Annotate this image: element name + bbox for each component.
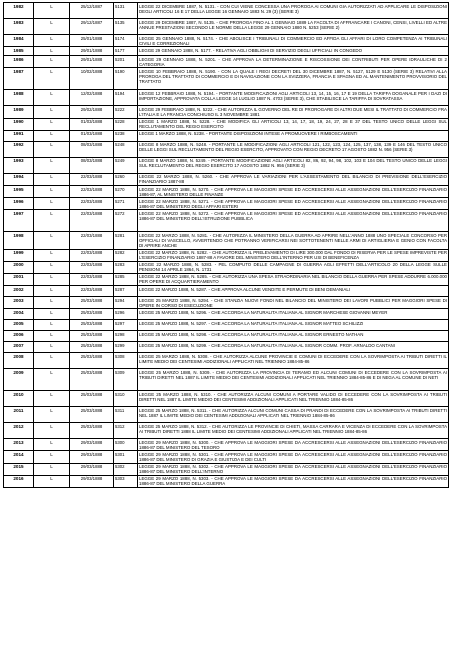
act-type: L [34,261,70,273]
act-reference: 5282 [114,249,138,261]
table-row [4,369,449,391]
act-date: 22/03/1888 [70,249,114,261]
act-reference: 5294 [114,297,138,309]
act-reference: 5303 [114,475,138,487]
act-date: 25/03/1888 [70,331,114,342]
act-type: L [34,286,70,297]
act-date: 29/03/1888 [70,475,114,487]
table-row [4,407,449,423]
act-date: 22/03/1888 [70,286,114,297]
table-row [4,157,449,173]
act-type: L [34,391,70,407]
act-date: 29/12/1887 [70,19,114,35]
act-reference: 5271 [114,198,138,210]
act-reference: 5131 [114,3,138,19]
entry-number: 2004 [4,309,34,320]
act-description: LEGGE 25 MARZO 1888, N. 5298. - CHE ACCORDA LA NATURALITA ITALIANA AL SIGNOR ERNESTO NATHAN [138,331,449,342]
act-date: 01/03/1888 [70,118,114,130]
table-row [4,35,449,47]
act-reference: 5260 [114,173,138,185]
act-date: 25/03/1888 [70,320,114,331]
act-description: LEGGE 25 MARZO 1888, N. 5294. - CHE STANZIA NUOVI FONDI NEL BILANCIO DEL MINISTERO DEI LAVORI PUBBLICI PER MAGGIORI SPESE DI OPERE IN CORSO DI ESECUZIONE [139,297,447,308]
entry-number: 1999 [4,249,34,261]
act-date: 01/03/1888 [70,130,114,141]
act-date: 25/03/1888 [70,369,114,391]
act-type: L [34,369,70,391]
act-date: 22/03/1888 [70,210,114,232]
table-row [4,261,449,273]
act-date: 08/03/1888 [70,157,114,173]
act-type: L [34,463,70,475]
table-row [4,297,449,309]
act-reference: 5228 [114,118,138,130]
table-row [4,423,449,439]
entry-number: 1986 [4,56,34,68]
act-date: 29/03/1888 [70,451,114,463]
act-reference: 5177 [114,47,138,56]
act-type: L [34,68,70,90]
law-register-table [3,2,449,488]
entry-number: 2006 [4,331,34,342]
act-type: L [34,56,70,68]
entry-number: 1988 [4,90,34,106]
act-date: 25/03/1888 [70,391,114,407]
act-type: L [34,297,70,309]
act-type: L [34,331,70,342]
act-description: LEGGE 29 FEBBRAIO 1888, N. 5222. - CHE AUTORIZZA IL GOVERNO DEL RE DI PROROGARE DI ALTRI DUE MESI IL TRATTATO DI COMMERCIO FRA L'ITALIA E LA FRANCIA CONCHIUSO IL 3 NOVEMBRE 1881 [139,106,447,117]
act-type: L [34,320,70,331]
act-type: L [34,475,70,487]
act-reference: 5298 [114,331,138,342]
entry-number: 2003 [4,297,34,309]
table-row [4,353,449,369]
table-row [4,463,449,475]
table-row [4,232,449,249]
act-description: LEGGE 22 MARZO 1888, N. 5281. - CHE AUTORIZZA IL MINISTERO DELLA GUERRA AD APRIRE NELL'ANNO 1888 UNO SPECIALE CONCORSO PER OFFICIALI DI VASCELLO, AVVERTENDO CHE POTRANNO VERIFICARSI NEI SOTTOTENENTI NELLE ARMI DI ARTIGLIERIA E GENIO CON FACOLTA DI APRIRE ANCHE [139,232,447,248]
act-date: 22/03/1888 [70,198,114,210]
act-description: LEGGE 25 MARZO 1888, N. 5312. - CHE AUTORIZZA LE PROVINCIE DI CHIETI, MASSA CARRARA E VICENZA DI ECCEDERE CON LA SOVRIMPOSTA AI TRIBUTI DIRETTI 1888 IL LIMITE MEDIO DEI CENTESIMI ADDIZIONALI APPLICATI NEL TRIENNIO 1884-85-86 [138,423,449,439]
act-reference: 5201 [114,56,138,68]
act-description: LEGGE 29 MARZO 1888, N. 5303. - CHE APPROVA LE MAGGIORI SPESE DA ACCRESCERSI ALLE ASSEGNAZIONI DELL'ESERCIZIO FINANZIARIO 1886-87 DEL MINISTERO DELLA GUERRA [139,476,447,487]
act-date: 25/03/1888 [70,309,114,320]
act-description: LEGGE 22 MARZO 1888, N. 5283. - PEL COMPUTO DELLE CAMPAGNE DI GUERRA AGLI EFFETTI DELL'ARTICOLO 20 DELLA LEGGE SULLE PENSIONI 14 APRILE 1864, N. 1731 [139,262,447,273]
act-date: 22/03/1888 [70,261,114,273]
act-reference: 5272 [114,210,138,232]
act-type: L [34,198,70,210]
entry-number: 1990 [4,118,34,130]
act-description: LEGGE 22 MARZO 1888, N. 5287. - CHE APPROVA ALCUNE VENDITE E PERMUTE DI BENI DEMANIALI [138,286,449,297]
entry-number: 1995 [4,185,34,197]
entry-number: 2013 [4,439,34,451]
entry-number: 1993 [4,157,34,173]
act-reference: 5309 [114,369,138,391]
act-description: LEGGE 29 MARZO 1888, N. 5302. - CHE APPROVA LE MAGGIORI SPESE DA ACCRESCERSI ALLE ASSEGNAZIONI DELL'ESERCIZIO FINANZIARIO 1886-87 DEL MINISTERO DELL'INTERNO [139,464,447,475]
act-description: LEGGE 25 GENNAIO 1888, N. 5174. - CHE ABOLISCE I TRIBUNALI DI COMMERCIO ED AFFIDA GLI AFFARI DI LORO COMPETENZA AI TRIBUNALI CIVILI E CORREZIONALI [139,35,447,46]
act-type: L [34,353,70,369]
table-row [4,286,449,297]
table-row [4,47,449,56]
act-date: 10/02/1888 [70,68,114,90]
act-reference: 5248 [114,141,138,157]
act-date: 29/03/1888 [70,439,114,451]
entry-number: 1987 [4,68,34,90]
entry-number: 1997 [4,210,34,232]
act-description: LEGGE 22 MARZO 1888, N. 5285. - CHE AUTORIZZA UNA SPESA STRAORDINARIA NEL BILANCIO DELLA GUERRA PER SPESE ADDURRE 6.000.000 PER OPERE DI ACQUARTIERAMENTO [139,274,447,285]
act-description: LEGGE 29 DICEMBRE 1887, N. 5135. - CHE PROROGA FINO AL 1 GENNAIO 1889 LA FACOLTA DI AFFRANCARE I CANONI, CENSI, LIVELLI ED ALTRE ANNUE PRESTAZIONI SECONDO LE NORME DELLA LEGGE 29 GENNAIO 1880 N. 5253 (SERIE 2) [138,19,449,35]
act-date: 25/03/1888 [70,353,114,369]
act-reference: 5308 [114,353,138,369]
act-description: LEGGE 1 MARZO 1888, N. 5228. - CHE MODIFICA GLI ARTICOLI 13, 14, 17, 18, 19, 24, 27, 28 E 37 DEL TESTO UNICO DELLE LEGGI SUL RECLUTAMENTO DEL REGIO ESERCITO [139,119,447,130]
act-description: LEGGE 29 MARZO 1888, N. 5300. - CHE APPROVA LE MAGGIORI SPESE DA ACCRESCERSI ALLE ASSEGNAZIONI DELL'ESERCIZIO FINANZIARIO 1886-87 DEL MINISTERO DEL TESORO [139,439,447,450]
entry-number: 1996 [4,198,34,210]
act-date: 12/02/1888 [70,90,114,106]
act-type: L [34,47,70,56]
entry-number: 1989 [4,106,34,118]
entry-number: 1985 [4,47,34,56]
entry-number: 2008 [4,353,34,369]
act-type: L [34,342,70,353]
act-date: 29/02/1888 [70,106,114,118]
act-description: LEGGE 29 GENNAIO 1888, N. 5177. - RELATIVA AGLI OBBLIGHI DI SERVIZIO DEGLI UFFICIALI IN CONGEDO [138,47,449,56]
table-row [4,320,449,331]
act-reference: 5310 [114,391,138,407]
table-row [4,273,449,285]
act-reference: 5238 [114,130,138,141]
act-type: L [34,118,70,130]
act-date: 22/03/1888 [70,185,114,197]
entry-number: 1984 [4,35,34,47]
act-type: L [34,141,70,157]
act-reference: 5300 [114,439,138,451]
act-type: L [34,273,70,285]
act-description: LEGGE 22 MARZO 1888, N. 5271. - CHE APPROVA LE MAGGIORI SPESE ED ACCRESCERSI ALLE ASSEGNAZIONI DELL'ESERCIZIO FINANZIARIO 1886-87 DEL MINISTERO DEGLI AFFARI ESTERI [139,198,447,209]
table-row [4,106,449,118]
act-reference: 5222 [114,106,138,118]
act-reference: 5287 [114,286,138,297]
act-reference: 5281 [114,232,138,249]
act-description: LEGGE 29 MARZO 1888, N. 5301. - CHE APPROVA LE MAGGIORI SPESE DA ACCRESCERSI ALLE ASSEGNAZIONI DELL'ESERCIZIO FINANZIARIO 1886-87 DEL MINISTERO DI GRAZIA E GIUSTIZIA E DEI CULTI [139,452,447,463]
act-description: LEGGE 29 GENNAIO 1888, N. 5201. - CHE APPROVA LA DETERMINAZIONE E RISCOSSIONE DEI CONTRIBUTI PER OPERE IDRAULICHE DI 2 CATEGORIA [139,56,447,67]
act-type: L [34,19,70,35]
act-description: LEGGE 25 MARZO 1888, N. 5297. - CHE ACCORDA LA NATURALITA ITALIANA AL SIGNOR MATTEO SCHILIZZI [138,320,449,331]
act-description: LEGGE 25 MARZO 1888, N. 5308. - CHE AUTORIZZA ALCUNE PROVINCIE E COMUNI DI ECCEDERE CON LA SOVRIMPOSTA AI TRIBUTI DIRETTI IL LIMITE MEDIO DEI CENTESIMI ADDIZIONALI APPLICATI NEL TRIENNIO 1884-85-86 [138,353,449,369]
table-row [4,342,449,353]
act-description: LEGGE 22 MARZO 1888, N. 5272. - CHE APPROVA LE MAGGIORI SPESE ED ACCRESCERSI ALLE ASSEGNAZIONI DELL'ESERCIZIO FINANZIARIO 1886-87 DEL MINISTERO DELL'ISTRUZIONE PUBBLICA [138,210,449,232]
act-reference: 5194 [114,90,138,106]
act-reference: 5135 [114,19,138,35]
entry-number: 2014 [4,451,34,463]
act-description: LEGGE 12 FEBBRAIO 1888, N. 5194. - PORTANTE MODIFICAZIONI AGLI ARTICOLI 13, 14, 15, 16, 17 E 19 DELLA TARIFFA DOGANALE PER I DAZI DI IMPORTAZIONE, APPROVATA COLLA LEGGE 14 LUGLIO 1887 N. 4703 (SERIE 3), CHE STABILISCE LA TARIFFA DI SOVRATASSA [138,90,449,106]
act-description: LEGGE 25 MARZO 1888, N. 5309. - CHE AUTORIZZA LA PROVINCIA DI TERAMO ED ALCUNI COMUNI DI ECCEDERE CON LA SOVRIMPOSTA AI TRIBUTI DIRETTI NEL 1887 IL LIMITE MEDIO DEI CENTESIMI ADDIZIONALI APPLICATI NEL TRIENNIO 1884-85-86 E DI NEGA AL COMUNE DI NETI [138,369,449,391]
act-description: LEGGE 25 MARZO 1888, N. 5311. - CHE AUTORIZZA ALCUNI COMUNI CASSA DI PRANDI DI ECCEDERE CON LA SOVRIMPOSTA AI TRIBUTI DIRETTI NEL 1887 IL LIMITE MEDIO DEI CENTESIMI ADDIZIONALI APPLICATI NEL TRIENNIO 1884-85-86 [138,407,449,423]
act-description: LEGGE 1 MARZO 1888, N. 5238. - PORTANTE DISPOSIZIONI INTESE A PROMUOVERE I RIMBOSCAMENTI [138,130,449,141]
act-type: L [34,173,70,185]
table-row [4,56,449,68]
act-date: 29/01/1888 [70,47,114,56]
table-row [4,141,449,157]
table-row [4,391,449,407]
act-date: 25/03/1888 [70,297,114,309]
act-date: 25/01/1888 [70,35,114,47]
act-description: LEGGE 22 MARZO 1888, N. 5270. - CHE APPROVA LE MAGGIORI SPESE ED ACCRESCERSI ALLE ASSEGNAZIONI DELL'ESERCIZIO FINANZIARIO 1886-87, AL MINISTERO DELLE FINANZE [139,186,447,197]
act-date: 25/03/1888 [70,407,114,423]
act-type: L [34,309,70,320]
entry-number: 1994 [4,173,34,185]
table-row [4,130,449,141]
act-reference: 5301 [114,451,138,463]
table-row [4,309,449,320]
entry-number: 2016 [4,475,34,487]
entry-number: 2007 [4,342,34,353]
act-type: L [34,90,70,106]
entry-number: 1992 [4,141,34,157]
act-type: L [34,130,70,141]
act-reference: 5312 [114,423,138,439]
act-date: 22/03/1888 [70,273,114,285]
table-row [4,331,449,342]
act-type: L [34,423,70,439]
table-row [4,210,449,232]
act-reference: 5299 [114,342,138,353]
table-row [4,451,449,463]
act-type: L [34,439,70,451]
act-description: LEGGE 25 MARZO 1888, N. 5296. - CHE ACCORDA LA NATURALITA ITALIANA AL SIGNOR MARCHESE GIOVANNI MEYER [138,309,449,320]
act-date: 25/03/1888 [70,342,114,353]
act-reference: 5297 [114,320,138,331]
act-date: 08/03/1888 [70,141,114,157]
entry-number: 2010 [4,391,34,407]
entry-number: 2009 [4,369,34,391]
act-type: L [34,451,70,463]
act-type: L [34,157,70,173]
entry-number: 2002 [4,286,34,297]
act-description: LEGGE 10 FEBBRAIO 1888, N. 5190. - CON LA QUALE I REGI DECRETI DEL 30 DICEMBRE 1887, N. 5127, 5129 E 5130 (SERIE 3) RELATIVI ALLA PROROGA DEL TRATTATO DI COMMERCIO E DI NAVIGAZIONE CON LA SVIZZERA, FRANCIA E SPAGNA ED AL MANTENIMENTO PROVVISORIO DEL TRATTATO [138,68,449,90]
act-reference: 5311 [114,407,138,423]
act-type: L [34,232,70,249]
act-date: 25/03/1888 [70,423,114,439]
act-reference: 5249 [114,157,138,173]
act-date: 22/03/1888 [70,232,114,249]
act-type: L [34,106,70,118]
law-register-rows [4,3,449,488]
entry-number: 1998 [4,232,34,249]
table-row [4,118,449,130]
act-description: LEGGE 22 MARZO 1888, N. 5260. - CHE APPROVA LE VARIAZIONI PER L'ASSESTAMENTO DEL BILANCIO DI PREVISIONE DELL'ESERCIZIO FINANZIARIO 1887-88 [139,174,447,185]
act-date: 29/01/1888 [70,56,114,68]
act-reference: 5285 [114,273,138,285]
entry-number: 2012 [4,423,34,439]
table-row [4,249,449,261]
act-date: 29/03/1888 [70,463,114,475]
act-type: L [34,35,70,47]
table-row [4,173,449,185]
entry-number: 2001 [4,273,34,285]
act-type: L [34,407,70,423]
act-reference: 5283 [114,261,138,273]
table-row [4,475,449,487]
entry-number: 1991 [4,130,34,141]
act-description: LEGGE 22 DICEMBRE 1887, N. 5131. - CON CUI VIENE CONCESSA UNA PROROGA AI COMUNI GIA AUTORIZZATI AD APPLICARE LE DISPOSIZIONI DEGLI ARTICOLI 16 E 17 DELLA LEGGE 16 GENNAIO 1883 N. 29 (3) (SERIE 3) [138,3,449,19]
table-row [4,198,449,210]
act-description: LEGGE 8 MARZO 1888, N. 5248. - PORTANTE LE MODIFICAZIONI AGLI ARTICOLI 121, 122, 123, 124, 125, 137, 138, 139 E 146 DEL TESTO UNICO DELLE LEGGI SUL RECLUTAMENTO DEL REGIO ESERCITO, APPROVATO CON REGIO DECRETO 17 AGOSTO 1882 N. 956 (SERIE 3) [138,141,449,157]
entry-number: 2015 [4,463,34,475]
table-row [4,19,449,35]
entry-number: 2000 [4,261,34,273]
act-type: L [34,249,70,261]
table-row [4,90,449,106]
act-type: L [34,185,70,197]
table-row [4,185,449,197]
act-reference: 5174 [114,35,138,47]
act-description: LEGGE 22 MARZO 1888, N. 5282. - CHE AUTORIZZA IL PRELEVAMENTO DI LIRE 300.000 DAL FONDO DI RISERVA PER LE SPESE IMPREVISTE PER L'ESERCIZIO FINANZIARIO 1887-88 A FAVORE DEL MINISTERO DELL'INTERNO PER USI DI BENEFICENZA [139,250,447,261]
act-reference: 5190 [114,68,138,90]
table-row [4,68,449,90]
entry-number: 2005 [4,320,34,331]
entry-number: 1983 [4,19,34,35]
act-reference: 5302 [114,463,138,475]
act-type: L [34,210,70,232]
act-date: 25/12/1887 [70,3,114,19]
act-description: LEGGE 25 MARZO 1888, N. 5299. - CHE ACCORDA LA NATURALITA ITALIANA AL SIGNOR COMM. PROF. ARNALDO CANTANI [138,342,449,353]
act-reference: 5270 [114,185,138,197]
entry-number: 1982 [4,3,34,19]
act-date: 22/03/1888 [70,173,114,185]
act-reference: 5296 [114,309,138,320]
table-row [4,3,449,19]
entry-number: 2011 [4,407,34,423]
act-description: LEGGE 25 MARZO 1888, N. 5310. - CHE AUTORIZZA ALCUNI COMUNI A PORTARE VALIDO DI ECCEDERE CON LA SOVRIMPOSTA AI TRIBUTI DIRETTI NEL 1887 IL LIMITE MEDIO DEI CENTESIMI ADDIZIONALI APPLICATI NEL TRIENNIO 1884-85-86 [138,391,449,407]
act-type: L [34,3,70,19]
act-description: LEGGE 8 MARZO 1888, N. 5249. - PORTANTE MODIFICAZIONE AGLI ARTICOLI 82, 86, 92, 94, 98, 102, 103 E 104 DEL TESTO UNICO DELLE LEGGI SUL RECLUTAMENTO DEL REGIO ESERCITO 17 AGOSTO 1882 N. 956 (SERIE 3) [138,157,449,173]
table-row [4,439,449,451]
